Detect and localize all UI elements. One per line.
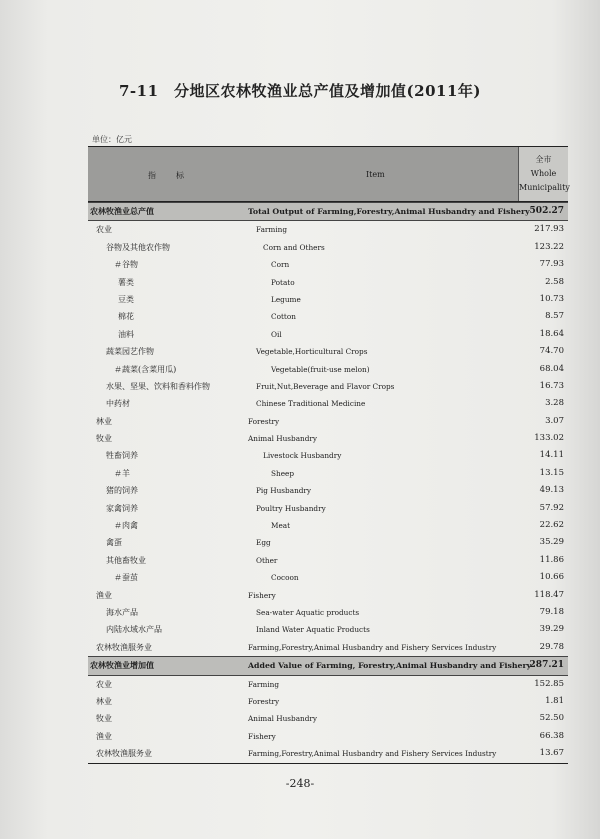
table-body [88, 202, 568, 763]
table-bottom-rule [88, 763, 568, 764]
table-row [88, 621, 568, 638]
table-row [88, 239, 568, 256]
row-indicator-cn: 海水产品 [106, 607, 138, 617]
table-row [88, 552, 568, 569]
row-item-en: Sheep [271, 468, 295, 478]
row-value: 1.81 [545, 695, 564, 706]
row-indicator-cn: ＃蔬菜(含菜用瓜) [114, 364, 177, 374]
row-value: 13.67 [539, 748, 564, 759]
row-indicator-cn: 农林牧渔业总产值 [90, 206, 154, 216]
table-row [88, 413, 568, 430]
row-item-en: Livestock Husbandry [263, 451, 342, 461]
row-value: 29.78 [539, 641, 564, 652]
row-item-en: Meat [271, 521, 291, 531]
table-row [88, 221, 568, 238]
row-item-en: Poultry Husbandry [256, 503, 326, 513]
row-indicator-cn: 油料 [118, 329, 134, 339]
table-row [88, 656, 568, 675]
table-row [88, 447, 568, 464]
table-row [88, 482, 568, 499]
row-item-en: Vegetable(fruit-use melon) [271, 364, 370, 374]
row-indicator-cn: 内陆水域水产品 [106, 625, 162, 635]
row-indicator-cn: 林业 [96, 696, 112, 706]
row-indicator-cn: 林业 [96, 416, 112, 426]
row-value: 57.92 [539, 502, 564, 513]
row-value: 152.85 [534, 678, 564, 689]
row-value: 16.73 [539, 380, 564, 391]
row-indicator-cn: 水果、坚果、饮料和香料作物 [106, 381, 210, 391]
row-item-en: Sea-water Aquatic products [256, 607, 360, 617]
row-item-en: Legume [271, 294, 301, 304]
row-value: 66.38 [539, 730, 564, 741]
row-indicator-cn: 农业 [96, 679, 112, 689]
row-indicator-cn: 牧业 [96, 434, 112, 444]
table-row [88, 361, 568, 378]
table-row [88, 517, 568, 534]
row-value: 13.15 [539, 467, 564, 478]
row-indicator-cn: 中药材 [106, 399, 130, 409]
row-item-en: Other [256, 555, 278, 565]
row-value: 10.73 [539, 293, 564, 304]
row-indicator-cn: ＃谷物 [114, 260, 138, 270]
table-row [88, 326, 568, 343]
row-indicator-cn: 豆类 [118, 294, 134, 304]
table-row [88, 500, 568, 517]
row-value: 52.50 [539, 713, 564, 724]
row-indicator-cn: 农林牧渔业增加值 [90, 660, 154, 671]
row-indicator-cn: 农林牧渔服务业 [96, 642, 152, 652]
row-value: 68.04 [539, 363, 564, 374]
table-row [88, 202, 568, 221]
row-indicator-cn: ＃肉禽 [114, 521, 138, 531]
row-item-en: Animal Husbandry [248, 434, 318, 444]
row-indicator-cn: 禽蛋 [106, 538, 122, 548]
table-row [88, 728, 568, 745]
table-row [88, 465, 568, 482]
row-item-en: Farming,Forestry,Animal Husbandry and Fishery Services Industry [248, 642, 497, 652]
row-indicator-cn: 棉花 [118, 312, 134, 322]
row-value: 2.58 [545, 276, 564, 287]
row-value: 287.21 [529, 660, 564, 671]
row-value: 14.11 [539, 450, 564, 461]
row-item-en: Forestry [248, 696, 280, 706]
table-row [88, 693, 568, 710]
table-row [88, 343, 568, 360]
row-item-en: Potato [271, 277, 295, 287]
row-item-en: Cocoon [271, 573, 299, 583]
table-row [88, 569, 568, 586]
row-value: 123.22 [534, 241, 564, 252]
row-item-en: Corn and Others [263, 242, 325, 252]
row-indicator-cn: 农业 [96, 225, 112, 235]
table-row [88, 710, 568, 727]
row-value: 8.57 [545, 311, 564, 322]
header-item: Item [366, 170, 385, 179]
row-indicator-cn: 渔业 [96, 731, 112, 741]
header-whole-municipality [518, 147, 568, 201]
row-item-en: Fishery [248, 590, 276, 600]
row-indicator-cn: 牲畜饲养 [106, 451, 138, 461]
table-row [88, 534, 568, 551]
row-value: 35.29 [539, 537, 564, 548]
table-row [88, 587, 568, 604]
table-row [88, 604, 568, 621]
table-row [88, 745, 568, 762]
table-row [88, 256, 568, 273]
row-value: 49.13 [539, 485, 564, 496]
row-indicator-cn: 薯类 [118, 277, 134, 287]
table-row [88, 308, 568, 325]
table-row [88, 274, 568, 291]
row-indicator-cn: ＃羊 [114, 468, 130, 478]
row-value: 118.47 [534, 589, 564, 600]
table-row [88, 639, 568, 656]
page-title: 7-11 分地区农林牧渔业总产值及增加值(2011年) [119, 82, 481, 100]
row-item-en: Inland Water Aquatic Products [256, 625, 370, 635]
table-row [88, 430, 568, 447]
header-whole-en1: Whole [530, 169, 557, 178]
row-value: 10.66 [539, 572, 564, 583]
row-item-en: Egg [256, 538, 271, 548]
page-number: -248- [285, 777, 315, 790]
table-row [88, 395, 568, 412]
row-indicator-cn: 其他畜牧业 [106, 555, 146, 565]
row-indicator-cn: 渔业 [96, 590, 112, 600]
table-header [88, 146, 568, 202]
row-indicator-cn: ＃蚕茧 [114, 573, 138, 583]
row-item-en: Fishery [248, 731, 276, 741]
row-value: 79.18 [539, 606, 564, 617]
row-value: 18.64 [539, 328, 564, 339]
row-item-en: Farming [248, 679, 280, 689]
data-table [88, 146, 568, 764]
row-item-en: Cotton [271, 312, 296, 322]
row-value: 11.86 [539, 554, 564, 565]
row-indicator-cn: 家禽饲养 [106, 503, 138, 513]
unit-label: 单位：亿元 [92, 135, 132, 144]
row-item-en: Added Value of Farming, Forestry,Animal Husbandry and Fishery [248, 661, 532, 671]
row-indicator-cn: 农林牧渔服务业 [96, 749, 152, 759]
row-value: 39.29 [539, 624, 564, 635]
row-item-en: Farming,Forestry,Animal Husbandry and Fishery Services Industry [248, 749, 497, 759]
row-value: 502.27 [529, 206, 564, 216]
header-whole-cn: 全市 [535, 155, 552, 164]
row-value: 22.62 [539, 520, 564, 531]
row-value: 217.93 [534, 224, 564, 235]
row-indicator-cn: 蔬菜园艺作物 [106, 347, 154, 357]
row-item-en: Farming [256, 225, 288, 235]
row-item-en: Chinese Traditional Medicine [256, 399, 366, 409]
table-row [88, 378, 568, 395]
header-indicator: 指 标 [148, 171, 190, 180]
row-value: 77.93 [539, 259, 564, 270]
header-whole-en2: Municipality [519, 183, 570, 192]
row-item-en: Pig Husbandry [256, 486, 312, 496]
row-value: 74.70 [539, 346, 564, 357]
row-indicator-cn: 谷物及其他农作物 [106, 242, 170, 252]
row-value: 3.28 [545, 398, 564, 409]
row-item-en: Oil [271, 329, 282, 339]
row-indicator-cn: 猪的饲养 [106, 486, 138, 496]
row-item-en: Vegetable,Horticultural Crops [256, 347, 368, 357]
row-value: 133.02 [534, 433, 564, 444]
row-item-en: Corn [271, 260, 290, 270]
row-item-en: Forestry [248, 416, 280, 426]
table-row [88, 676, 568, 693]
row-value: 3.07 [545, 415, 564, 426]
row-item-en: Fruit,Nut,Beverage and Flavor Crops [256, 381, 395, 391]
row-item-en: Animal Husbandry [248, 714, 318, 724]
row-item-en: Total Output of Farming,Forestry,Animal Husbandry and Fishery [248, 207, 530, 216]
row-indicator-cn: 牧业 [96, 714, 112, 724]
table-row [88, 291, 568, 308]
